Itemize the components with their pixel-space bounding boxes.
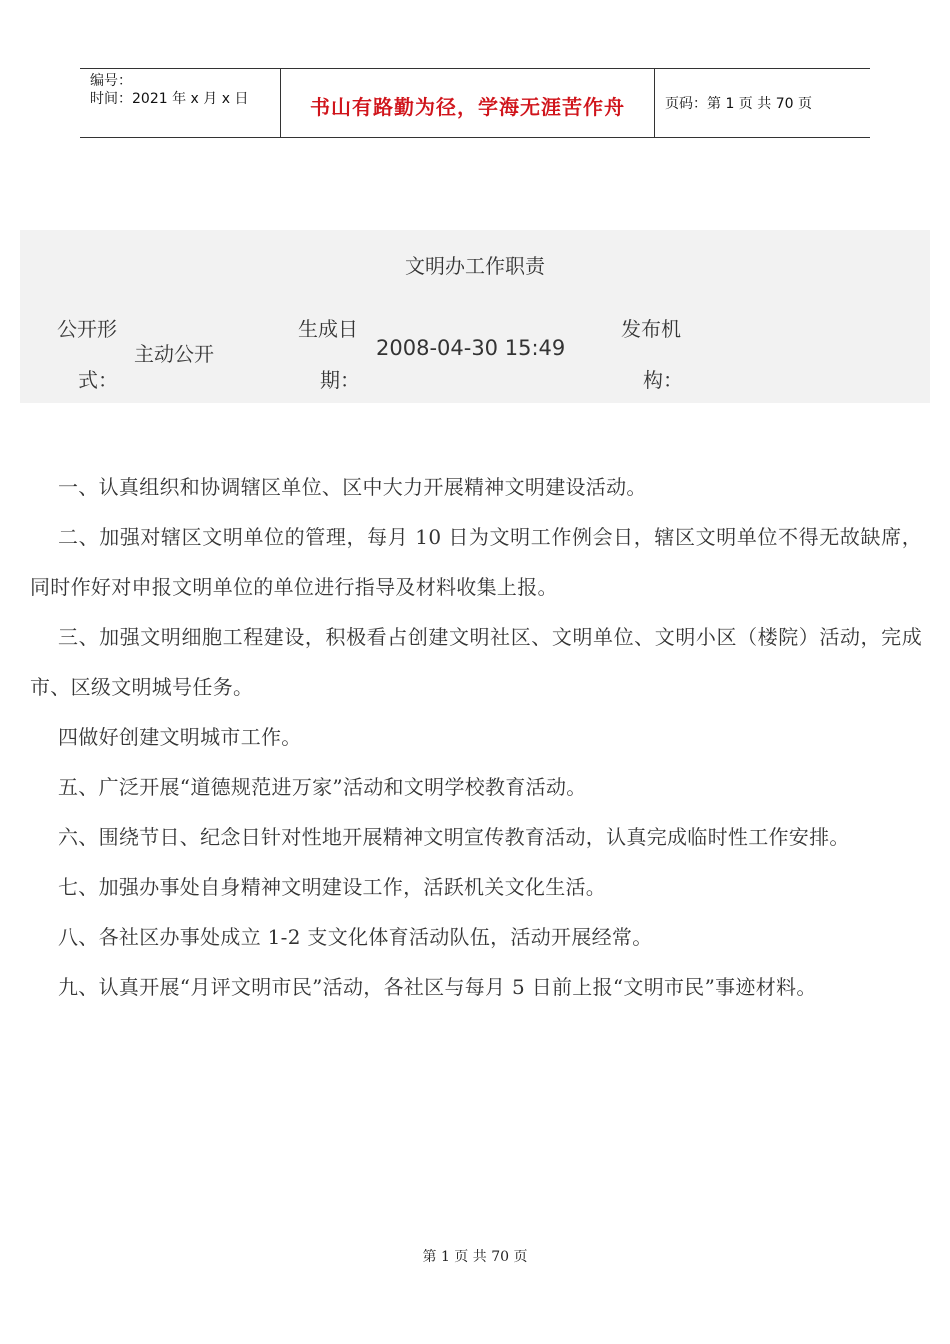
paragraph-5: 五、广泛开展“道德规范进万家”活动和文明学校教育活动。: [58, 775, 587, 799]
paragraph-9: 九、认真开展“月评文明市民”活动，各社区与每月 5 日前上报“文明市民”事迹材料。: [58, 975, 817, 999]
document-body: [30, 462, 922, 1012]
disclosure-label-line2: 式：: [78, 368, 118, 392]
paragraph-3: 三、加强文明细胞工程建设，积极看占创建文明社区、文明单位、文明小区（楼院）活动，完成市、区级文明城号任务。: [30, 625, 922, 699]
paragraph-4: 四做好创建文明城市工作。: [58, 725, 302, 749]
paragraph-1: 一、认真组织和协调辖区单位、区中大力开展精神文明建设活动。: [58, 475, 647, 499]
publisher-label-line1: 发布机: [621, 317, 681, 341]
page-footer: 第 1 页 共 70 页: [422, 1249, 528, 1265]
header-left-cell: [80, 69, 281, 137]
publisher-label-line2: 构：: [643, 368, 683, 392]
document-header: [80, 68, 870, 138]
disclosure-value: 主动公开: [134, 342, 214, 366]
date-label-line1: 生成日: [298, 317, 358, 341]
motto-text: 书山有路勤为径，学海无涯苦作舟: [310, 94, 625, 119]
document-title: 文明办工作职责: [405, 254, 545, 278]
date-value: 2008-04-30 15:49: [376, 336, 566, 360]
date-label-line2: 期：: [320, 368, 360, 392]
header-motto-cell: [281, 69, 655, 137]
header-page-cell: [655, 69, 870, 137]
paragraph-6: 六、围绕节日、纪念日针对性地开展精神文明宣传教育活动，认真完成临时性工作安排。: [58, 825, 850, 849]
time-label: 时间：2021 年 x 月 x 日: [90, 91, 249, 107]
paragraph-2: 二、加强对辖区文明单位的管理，每月 10 日为文明工作例会日，辖区文明单位不得无故缺席，同时作好对申报文明单位的单位进行指导及材料收集上报。: [30, 525, 922, 599]
number-label: 编号：: [90, 73, 132, 89]
paragraph-8: 八、各社区办事处成立 1-2 支文化体育活动队伍，活动开展经常。: [58, 925, 653, 949]
disclosure-label-line1: 公开形: [57, 317, 117, 341]
header-page-info: 页码：第 1 页 共 70 页: [665, 96, 812, 112]
paragraph-7: 七、加强办事处自身精神文明建设工作，活跃机关文化生活。: [58, 875, 607, 899]
